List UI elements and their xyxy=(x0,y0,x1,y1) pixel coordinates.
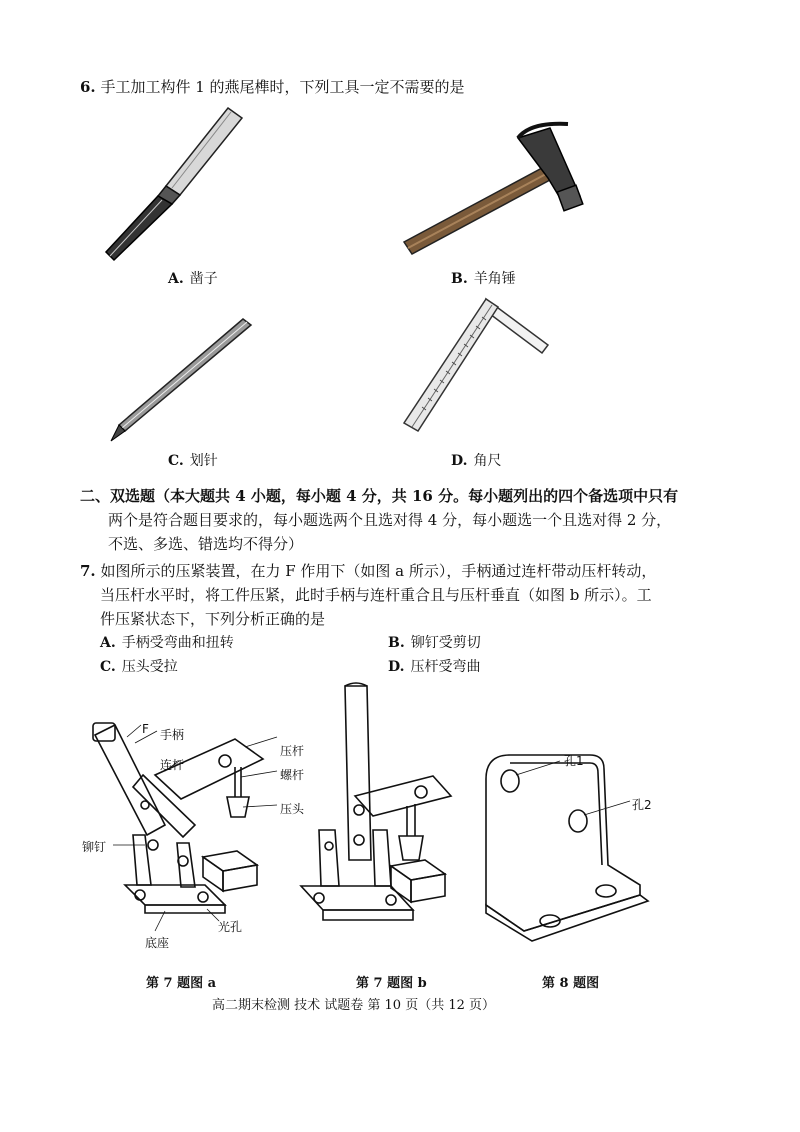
caption-fig8: 第 8 题图 xyxy=(542,976,600,991)
label-screw: 螺杆 xyxy=(280,768,305,782)
q6-option-d-label: 角尺 xyxy=(473,453,502,469)
q6-option-c-label: 划针 xyxy=(189,453,218,469)
q6-option-b: B. 羊角锤 xyxy=(451,271,516,287)
q6-option-a-label: 凿子 xyxy=(189,271,218,287)
q6-number: 6. xyxy=(80,78,96,96)
label-link: 连杆 xyxy=(160,758,185,772)
label-handle: 手柄 xyxy=(160,728,185,742)
q7-number: 7. xyxy=(80,562,96,580)
q6-option-b-label: 羊角锤 xyxy=(473,271,516,287)
q7-option-b: B. 铆钉受剪切 xyxy=(388,635,481,651)
section2-line-3: 不选、多选、错选均不得分） xyxy=(108,535,304,553)
caption-fig7b: 第 7 题图 b xyxy=(356,976,427,991)
q7-option-a: A. 手柄受弯曲和扭转 xyxy=(100,635,234,651)
label-base: 底座 xyxy=(145,936,170,950)
q7-option-c: C. 压头受拉 xyxy=(100,659,178,675)
caption-fig7a: 第 7 题图 a xyxy=(146,976,217,991)
q7-line-1: 7. 如图所示的压紧装置，在力 F 作用下（如图 a 所示），手柄通过连杆带动压杆转动， xyxy=(80,562,657,580)
section2-line-1: 二、双选题（本大题共 4 小题，每小题 4 分，共 16 分。每小题列出的四个备选项中只有 xyxy=(80,487,679,505)
q7-line-2: 当压杆水平时，将工件压紧，此时手柄与连杆重合且与压杆垂直（如图 b 所示）。工 xyxy=(100,586,652,604)
figure-7a-drawing xyxy=(85,715,285,955)
label-press-bar: 压杆 xyxy=(280,744,305,758)
q6-stem xyxy=(80,76,465,98)
chisel-icon xyxy=(100,100,250,265)
figure-8-drawing xyxy=(480,745,660,955)
label-rivet: 铆钉 xyxy=(82,840,107,854)
square-ruler-icon xyxy=(402,295,552,435)
scriber-icon xyxy=(105,315,255,445)
q6-option-a: A. 凿子 xyxy=(168,271,218,287)
label-hole-2: 孔2 xyxy=(632,798,652,812)
q6-option-c: C. 划针 xyxy=(168,453,218,469)
label-force-f: F xyxy=(142,722,149,736)
page-footer: 高二期末检测 技术 试题卷 第 10 页（共 12 页） xyxy=(212,998,496,1013)
label-smooth-hole: 光孔 xyxy=(218,920,243,934)
label-hole-1: 孔1 xyxy=(564,754,584,768)
q7-line-3: 件压紧状态下，下列分析正确的是 xyxy=(100,610,326,628)
q6-text: 手工加工构件 1 的燕尾榫时，下列工具一定不需要的是 xyxy=(100,78,465,96)
q6-option-d: D. 角尺 xyxy=(451,453,502,469)
section2-line-2: 两个是符合题目要求的，每小题选两个且选对得 4 分，每小题选一个且选对得 2 分， xyxy=(108,511,672,529)
claw-hammer-icon xyxy=(400,118,590,258)
q7-option-d: D. 压杆受弯曲 xyxy=(388,659,481,675)
figure-7b-drawing xyxy=(295,680,455,940)
label-press-head: 压头 xyxy=(280,802,305,816)
